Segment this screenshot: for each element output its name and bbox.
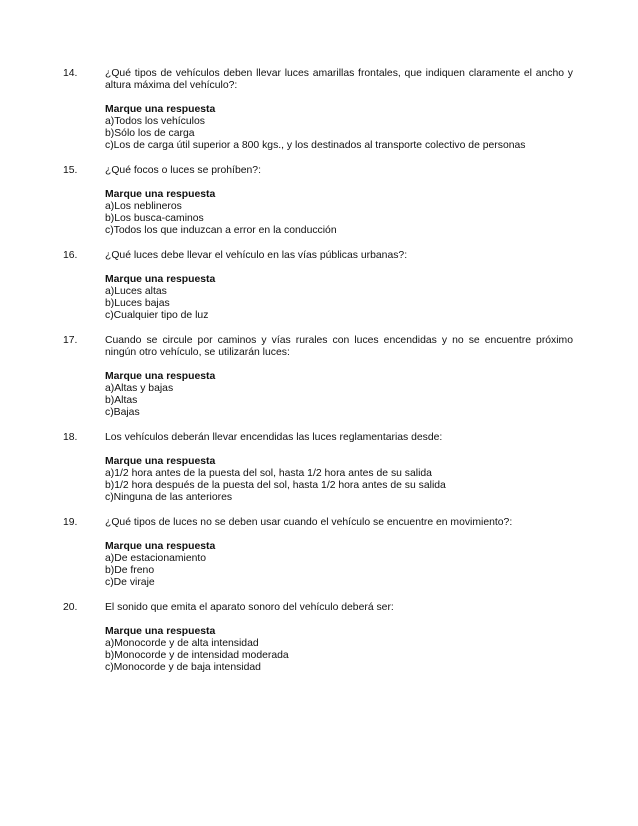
answer-options: [105, 468, 573, 504]
answer-option: c)Ninguna de las anteriores: [105, 492, 233, 503]
answer-option: c)Cualquier tipo de luz: [105, 310, 209, 321]
question-number: 14.: [63, 68, 78, 79]
answer-options: [105, 383, 573, 419]
question-body: [105, 165, 573, 237]
answer-option: a)Altas y bajas: [105, 383, 174, 394]
question: [0, 250, 638, 322]
answer-options: [105, 201, 573, 237]
question-number: 17.: [63, 335, 78, 346]
answer-option: c)Todos los que induzcan a error en la conducción: [105, 225, 337, 236]
question: [0, 432, 638, 504]
question-text: ¿Qué tipos de luces no se deben usar cuando el vehículo se encuentre en movimiento?:: [105, 517, 513, 528]
question: [0, 68, 638, 152]
question-text: ¿Qué focos o luces se prohíben?:: [105, 165, 261, 176]
answer-option: a)Monocorde y de alta intensidad: [105, 638, 259, 649]
question: [0, 602, 638, 674]
question-body: [105, 250, 573, 322]
answer-prompt: Marque una respuesta: [105, 371, 216, 382]
answer-prompt: Marque una respuesta: [105, 104, 216, 115]
question-text: ¿Qué luces debe llevar el vehículo en las vías públicas urbanas?:: [105, 250, 408, 261]
question-text: ¿Qué tipos de vehículos deben llevar luces amarillas frontales, que indiquen claramente el ancho y altura máxima del vehículo?:: [105, 68, 573, 91]
answer-prompt: Marque una respuesta: [105, 626, 216, 637]
answer-prompt: Marque una respuesta: [105, 541, 216, 552]
question: [0, 165, 638, 237]
question-number: 19.: [63, 517, 78, 528]
answer-option: b)Sólo los de carga: [105, 128, 195, 139]
answer-options: [105, 553, 573, 589]
answer-options: [105, 638, 573, 674]
answer-options: [105, 286, 573, 322]
answer-option: b)De freno: [105, 565, 155, 576]
answer-options: [105, 116, 573, 152]
question-body: [105, 68, 573, 152]
answer-prompt: Marque una respuesta: [105, 189, 216, 200]
answer-option: a)1/2 hora antes de la puesta del sol, hasta 1/2 hora antes de su salida: [105, 468, 432, 479]
question-body: [105, 602, 573, 674]
question-number: 20.: [63, 602, 78, 613]
answer-prompt: Marque una respuesta: [105, 274, 216, 285]
answer-option: c)De viraje: [105, 577, 155, 588]
answer-option: a)De estacionamiento: [105, 553, 207, 564]
answer-option: c)Monocorde y de baja intensidad: [105, 662, 261, 673]
question-number: 15.: [63, 165, 78, 176]
answer-option: a)Todos los vehículos: [105, 116, 205, 127]
answer-option: b)Luces bajas: [105, 298, 170, 309]
question-text: El sonido que emita el aparato sonoro del vehículo deberá ser:: [105, 602, 394, 613]
question-list: [0, 68, 638, 687]
question-text: Los vehículos deberán llevar encendidas las luces reglamentarias desde:: [105, 432, 443, 443]
answer-option: b)Altas: [105, 395, 138, 406]
question-number: 18.: [63, 432, 78, 443]
answer-option: b)Monocorde y de intensidad moderada: [105, 650, 289, 661]
question-body: [105, 335, 573, 419]
question-body: [105, 432, 573, 504]
question: [0, 335, 638, 419]
answer-option: c)Bajas: [105, 407, 140, 418]
answer-option: b)1/2 hora después de la puesta del sol, hasta 1/2 hora antes de su salida: [105, 480, 446, 491]
question-body: [105, 517, 573, 589]
answer-option: a)Luces altas: [105, 286, 167, 297]
answer-option: b)Los busca-caminos: [105, 213, 204, 224]
question-number: 16.: [63, 250, 78, 261]
answer-prompt: Marque una respuesta: [105, 456, 216, 467]
answer-option: c)Los de carga útil superior a 800 kgs., y los destinados al transporte colectivo de personas: [105, 140, 526, 151]
question: [0, 517, 638, 589]
answer-option: a)Los neblineros: [105, 201, 182, 212]
question-text: Cuando se circule por caminos y vías rurales con luces encendidas y no se encuentre próximo ningún otro vehículo, se utilizarán luces:: [105, 335, 573, 358]
